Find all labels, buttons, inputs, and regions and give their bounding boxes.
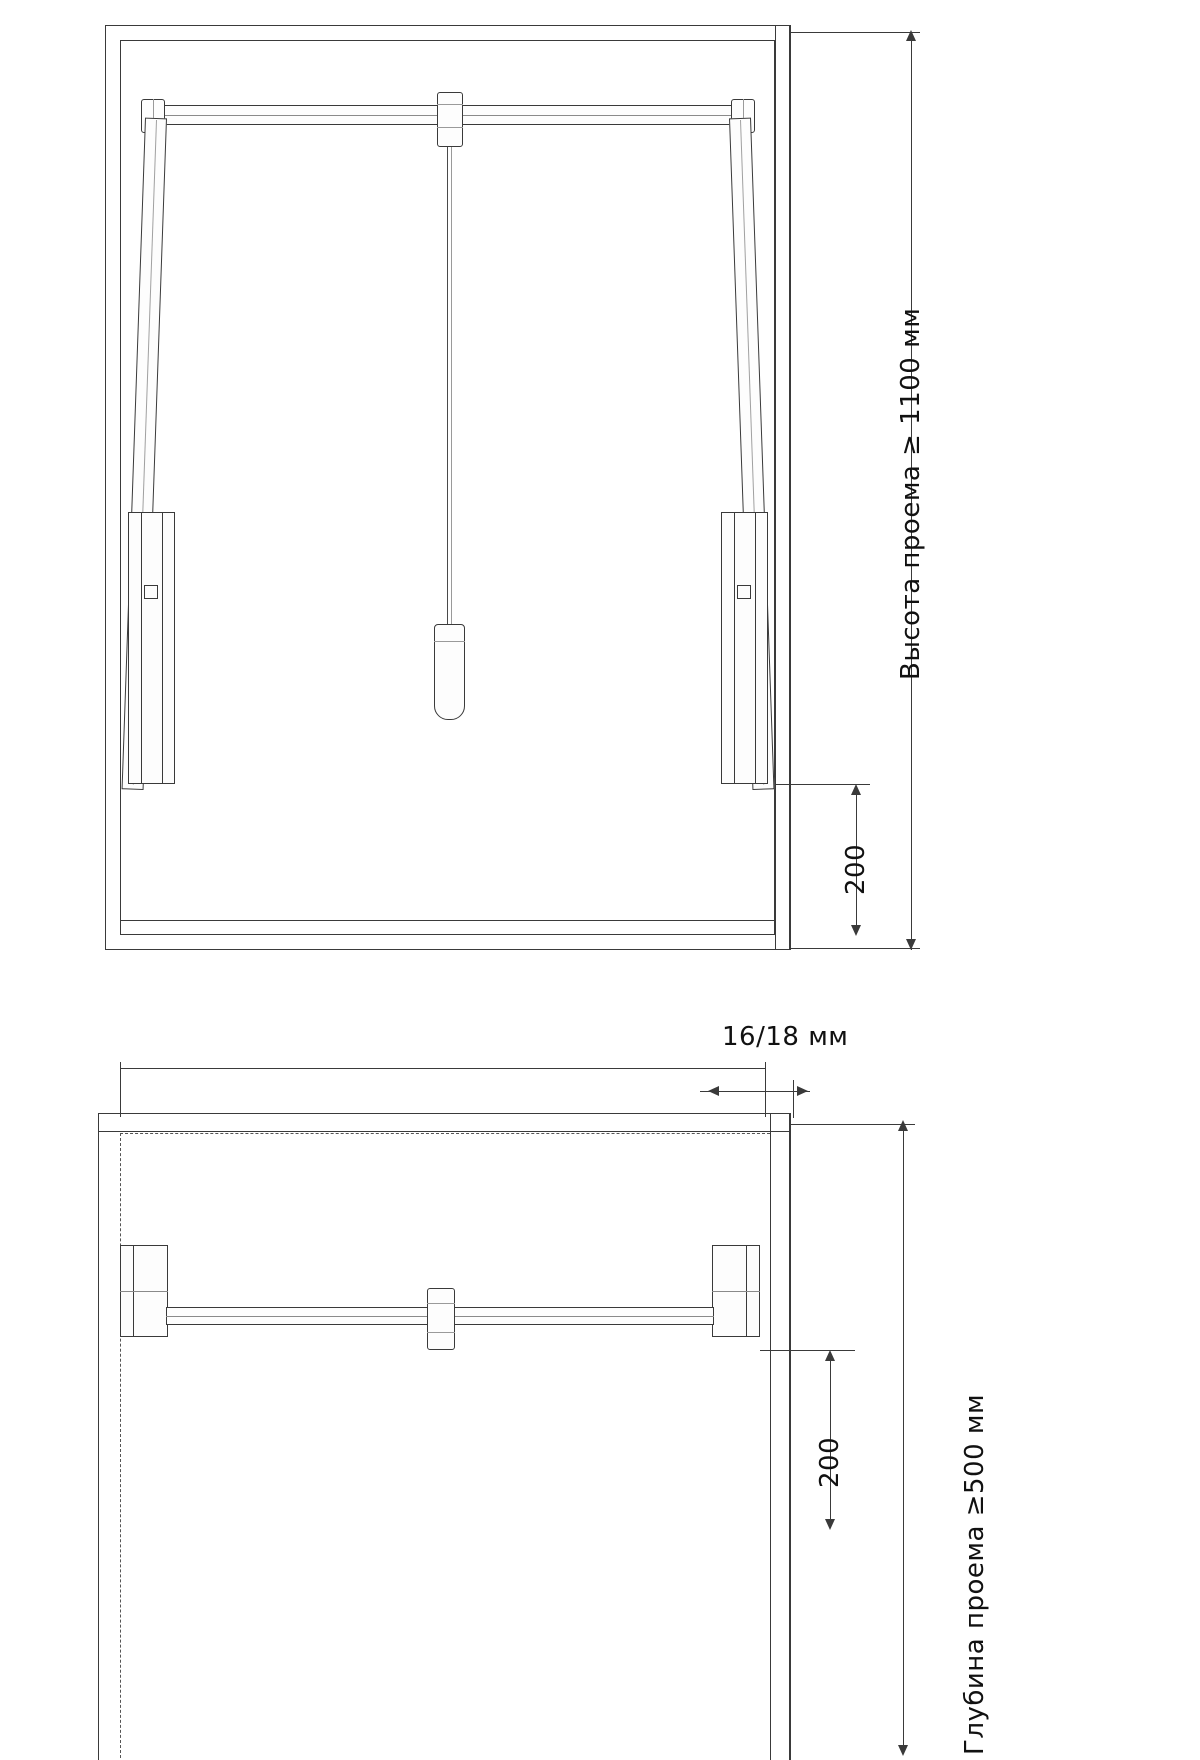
cabinet-front-panel-line-outer	[98, 1113, 790, 1114]
pull-handle-top-line	[434, 641, 465, 642]
dim-opening-height-ext-top	[790, 32, 920, 33]
dim-opening-depth-ext-top	[790, 1124, 915, 1125]
dim-opening-depth-label: Глубина проема ≥500 мм	[960, 1393, 990, 1755]
gas-spring-left-inner	[141, 512, 163, 784]
cabinet-front-panel-line-inner	[98, 1131, 790, 1132]
cabinet-interior-dashed-left	[120, 1133, 121, 1758]
dim-200-front-arrow-top	[851, 784, 861, 795]
dim-200-top-ext	[760, 1350, 855, 1351]
cabinet-interior-dashed-top	[120, 1133, 770, 1134]
center-hanger-block-line-2	[437, 127, 463, 128]
pull-down-rod-edge	[451, 147, 452, 624]
dim-opening-depth-arrow-top	[898, 1120, 908, 1131]
cabinet-right-panel-outer-line-top-view	[790, 1113, 791, 1760]
dim-thickness-tick-line	[700, 1091, 810, 1092]
cabinet-right-panel-inner-line	[790, 25, 791, 950]
gas-spring-right-inner	[734, 512, 756, 784]
center-hanger-top-view-line-1	[427, 1303, 455, 1304]
cabinet-right-panel-line	[775, 25, 776, 950]
dim-thickness-ext-mid	[765, 1062, 766, 1117]
dim-opening-depth-line	[903, 1128, 904, 1754]
center-hanger-block-top-view	[427, 1288, 455, 1350]
dim-200-front-arrow-bottom	[851, 925, 861, 936]
mounting-bracket-right-line	[712, 1291, 760, 1292]
dim-opening-height-label: Высота проема ≥ 1100 мм	[896, 307, 926, 680]
cabinet-bottom-shelf-line	[120, 920, 775, 921]
center-hanger-block	[437, 92, 463, 147]
dim-thickness-ext-right	[793, 1080, 794, 1118]
dim-thickness-label: 16/18 мм	[722, 1022, 849, 1052]
dim-200-top-arrow-bottom	[825, 1519, 835, 1530]
pull-down-rod	[447, 147, 448, 624]
dim-200-front-label: 200	[841, 843, 871, 895]
dim-thickness-ext-left	[120, 1062, 121, 1117]
dim-200-top-label: 200	[815, 1436, 845, 1488]
gas-spring-right-collar	[737, 585, 751, 599]
cabinet-right-panel-line-top-view	[770, 1113, 771, 1760]
dim-thickness-baseline	[120, 1068, 765, 1069]
center-hanger-top-view-line-2	[427, 1332, 455, 1333]
dim-opening-depth-arrow-bottom	[898, 1745, 908, 1756]
center-hanger-block-line-1	[437, 104, 463, 105]
dim-opening-height-ext-bottom	[790, 948, 920, 949]
mounting-bracket-left-line	[120, 1291, 168, 1292]
cabinet-outline-top	[98, 1113, 790, 1760]
gas-spring-left-collar	[144, 585, 158, 599]
pull-handle	[434, 624, 465, 720]
dim-200-top-arrow-top	[825, 1350, 835, 1361]
